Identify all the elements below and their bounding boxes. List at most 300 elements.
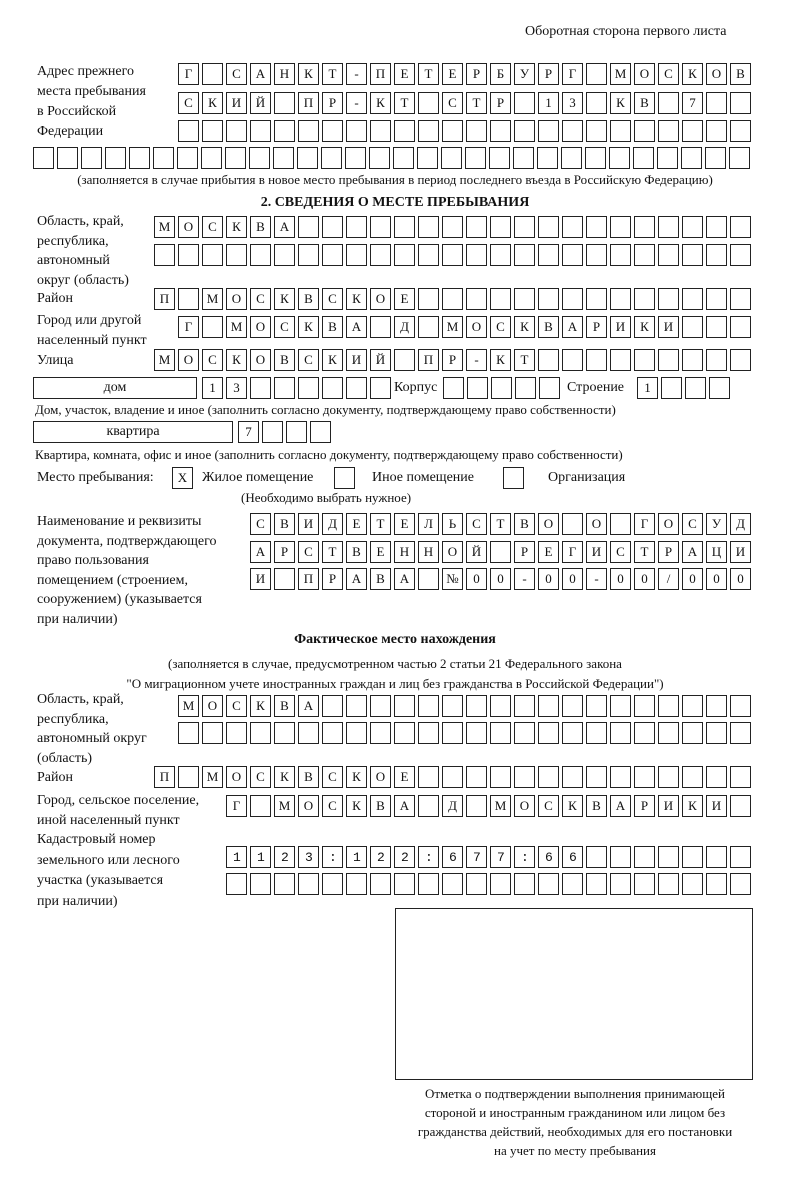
char-cell[interactable]: О: [370, 766, 391, 788]
char-cell[interactable]: [394, 695, 415, 717]
char-cell[interactable]: [418, 722, 439, 744]
char-cell[interactable]: [586, 695, 607, 717]
char-cell[interactable]: [262, 421, 283, 443]
char-cell[interactable]: [610, 216, 631, 238]
char-cell[interactable]: П: [418, 349, 439, 371]
char-cell[interactable]: [706, 349, 727, 371]
char-cell[interactable]: К: [346, 795, 367, 817]
char-cell[interactable]: [418, 288, 439, 310]
char-cell[interactable]: [442, 216, 463, 238]
char-cell[interactable]: Р: [538, 63, 559, 85]
char-cell[interactable]: Е: [394, 513, 415, 535]
char-cell[interactable]: И: [706, 795, 727, 817]
char-cell[interactable]: [310, 421, 331, 443]
char-cell[interactable]: [634, 216, 655, 238]
char-cell[interactable]: А: [346, 316, 367, 338]
char-cell[interactable]: [298, 120, 319, 142]
char-cell[interactable]: [250, 120, 271, 142]
char-cell[interactable]: С: [298, 349, 319, 371]
char-cell[interactable]: [394, 244, 415, 266]
char-cell[interactable]: И: [610, 316, 631, 338]
char-cell[interactable]: К: [226, 349, 247, 371]
char-cell[interactable]: М: [226, 316, 247, 338]
char-cell[interactable]: [706, 120, 727, 142]
char-cell[interactable]: К: [346, 288, 367, 310]
char-cell[interactable]: [105, 147, 126, 169]
char-cell[interactable]: Е: [346, 513, 367, 535]
char-cell[interactable]: [442, 288, 463, 310]
char-cell[interactable]: В: [586, 795, 607, 817]
char-cell[interactable]: Р: [514, 541, 535, 563]
char-cell[interactable]: [658, 349, 679, 371]
char-cell[interactable]: [274, 722, 295, 744]
char-cell[interactable]: Г: [178, 316, 199, 338]
char-cell[interactable]: Е: [394, 288, 415, 310]
char-cell[interactable]: Й: [250, 92, 271, 114]
char-cell[interactable]: [370, 873, 391, 895]
char-cell[interactable]: Т: [370, 513, 391, 535]
char-cell[interactable]: [610, 349, 631, 371]
char-cell[interactable]: И: [730, 541, 751, 563]
char-cell[interactable]: [562, 244, 583, 266]
char-cell[interactable]: [562, 349, 583, 371]
char-cell[interactable]: [202, 63, 223, 85]
char-cell[interactable]: [370, 120, 391, 142]
char-cell[interactable]: К: [514, 316, 535, 338]
char-cell[interactable]: [658, 288, 679, 310]
char-cell[interactable]: О: [514, 795, 535, 817]
char-cell[interactable]: Р: [490, 92, 511, 114]
char-cell[interactable]: [394, 722, 415, 744]
char-cell[interactable]: [178, 722, 199, 744]
char-cell[interactable]: С: [442, 92, 463, 114]
char-cell[interactable]: [418, 120, 439, 142]
char-cell[interactable]: [226, 873, 247, 895]
char-cell[interactable]: [682, 873, 703, 895]
char-cell[interactable]: [706, 722, 727, 744]
char-cell[interactable]: 0: [682, 568, 703, 590]
char-cell[interactable]: [706, 695, 727, 717]
house-type-field[interactable]: дом: [33, 377, 197, 399]
char-cell[interactable]: [634, 349, 655, 371]
char-cell[interactable]: Р: [274, 541, 295, 563]
char-cell[interactable]: [322, 873, 343, 895]
char-cell[interactable]: В: [274, 349, 295, 371]
char-cell[interactable]: О: [634, 63, 655, 85]
char-cell[interactable]: Е: [442, 63, 463, 85]
char-cell[interactable]: [682, 722, 703, 744]
char-cell[interactable]: Д: [394, 316, 415, 338]
char-cell[interactable]: [610, 513, 631, 535]
char-cell[interactable]: [418, 695, 439, 717]
char-cell[interactable]: А: [250, 541, 271, 563]
char-cell[interactable]: [466, 120, 487, 142]
char-cell[interactable]: С: [322, 795, 343, 817]
char-cell[interactable]: 0: [538, 568, 559, 590]
char-cell[interactable]: 7: [238, 421, 259, 443]
char-cell[interactable]: Т: [394, 92, 415, 114]
char-cell[interactable]: [730, 316, 751, 338]
char-cell[interactable]: 3: [226, 377, 247, 399]
char-cell[interactable]: 0: [466, 568, 487, 590]
char-cell[interactable]: [586, 288, 607, 310]
cadastre-number-value[interactable]: 1123:122:677:66: [233, 849, 762, 865]
char-cell[interactable]: [467, 377, 488, 399]
char-cell[interactable]: С: [250, 766, 271, 788]
char-cell[interactable]: [489, 147, 510, 169]
char-cell[interactable]: [274, 873, 295, 895]
char-cell[interactable]: [178, 244, 199, 266]
char-cell[interactable]: [634, 244, 655, 266]
char-cell[interactable]: [250, 722, 271, 744]
char-cell[interactable]: [393, 147, 414, 169]
char-cell[interactable]: П: [298, 92, 319, 114]
char-cell[interactable]: [345, 147, 366, 169]
char-cell[interactable]: С: [178, 92, 199, 114]
char-cell[interactable]: [682, 349, 703, 371]
char-cell[interactable]: Г: [634, 513, 655, 535]
char-cell[interactable]: [514, 873, 535, 895]
char-cell[interactable]: -: [346, 92, 367, 114]
char-cell[interactable]: М: [442, 316, 463, 338]
char-cell[interactable]: [634, 766, 655, 788]
char-cell[interactable]: [418, 568, 439, 590]
char-cell[interactable]: О: [178, 216, 199, 238]
char-cell[interactable]: [322, 244, 343, 266]
char-cell[interactable]: С: [202, 216, 223, 238]
char-cell[interactable]: К: [682, 795, 703, 817]
char-cell[interactable]: С: [490, 316, 511, 338]
char-cell[interactable]: [514, 766, 535, 788]
char-cell[interactable]: [418, 766, 439, 788]
char-cell[interactable]: [514, 216, 535, 238]
char-cell[interactable]: [178, 766, 199, 788]
char-cell[interactable]: [514, 288, 535, 310]
char-cell[interactable]: К: [274, 766, 295, 788]
char-cell[interactable]: [298, 244, 319, 266]
char-cell[interactable]: [129, 147, 150, 169]
char-cell[interactable]: [490, 244, 511, 266]
char-cell[interactable]: О: [298, 795, 319, 817]
char-cell[interactable]: [274, 377, 295, 399]
char-cell[interactable]: [322, 695, 343, 717]
char-cell[interactable]: [370, 216, 391, 238]
char-cell[interactable]: [634, 120, 655, 142]
char-cell[interactable]: Н: [274, 63, 295, 85]
char-cell[interactable]: [466, 873, 487, 895]
char-cell[interactable]: [682, 120, 703, 142]
char-cell[interactable]: С: [658, 63, 679, 85]
char-cell[interactable]: [658, 92, 679, 114]
char-cell[interactable]: Ь: [442, 513, 463, 535]
char-cell[interactable]: М: [274, 795, 295, 817]
char-cell[interactable]: -: [586, 568, 607, 590]
char-cell[interactable]: [562, 288, 583, 310]
char-cell[interactable]: О: [706, 63, 727, 85]
char-cell[interactable]: [585, 147, 606, 169]
char-cell[interactable]: [538, 349, 559, 371]
char-cell[interactable]: А: [394, 568, 415, 590]
char-cell[interactable]: К: [682, 63, 703, 85]
char-cell[interactable]: [346, 244, 367, 266]
char-cell[interactable]: 0: [490, 568, 511, 590]
char-cell[interactable]: Т: [514, 349, 535, 371]
char-cell[interactable]: [370, 377, 391, 399]
char-cell[interactable]: [514, 120, 535, 142]
char-cell[interactable]: [178, 120, 199, 142]
char-cell[interactable]: [706, 873, 727, 895]
char-cell[interactable]: [321, 147, 342, 169]
char-cell[interactable]: П: [298, 568, 319, 590]
char-cell[interactable]: [586, 92, 607, 114]
char-cell[interactable]: [658, 120, 679, 142]
char-cell[interactable]: [297, 147, 318, 169]
char-cell[interactable]: И: [658, 795, 679, 817]
char-cell[interactable]: [682, 766, 703, 788]
char-cell[interactable]: [705, 147, 726, 169]
char-cell[interactable]: К: [346, 766, 367, 788]
char-cell[interactable]: К: [298, 63, 319, 85]
char-cell[interactable]: К: [250, 695, 271, 717]
char-cell[interactable]: [730, 795, 751, 817]
char-cell[interactable]: [658, 722, 679, 744]
char-cell[interactable]: П: [370, 63, 391, 85]
char-cell[interactable]: К: [562, 795, 583, 817]
char-cell[interactable]: И: [586, 541, 607, 563]
char-cell[interactable]: [346, 216, 367, 238]
char-cell[interactable]: В: [250, 216, 271, 238]
char-cell[interactable]: П: [154, 766, 175, 788]
char-cell[interactable]: С: [250, 288, 271, 310]
char-cell[interactable]: О: [586, 513, 607, 535]
char-cell[interactable]: [418, 795, 439, 817]
char-cell[interactable]: [706, 288, 727, 310]
checkbox-organization[interactable]: [503, 467, 524, 489]
char-cell[interactable]: [562, 695, 583, 717]
char-cell[interactable]: Ц: [706, 541, 727, 563]
char-cell[interactable]: [538, 244, 559, 266]
char-cell[interactable]: К: [490, 349, 511, 371]
char-cell[interactable]: А: [298, 695, 319, 717]
char-cell[interactable]: И: [250, 568, 271, 590]
char-cell[interactable]: [322, 377, 343, 399]
char-cell[interactable]: [417, 147, 438, 169]
char-cell[interactable]: [490, 766, 511, 788]
char-cell[interactable]: [225, 147, 246, 169]
char-cell[interactable]: [490, 695, 511, 717]
char-cell[interactable]: С: [322, 288, 343, 310]
char-cell[interactable]: [730, 349, 751, 371]
char-cell[interactable]: [491, 377, 512, 399]
char-cell[interactable]: В: [298, 288, 319, 310]
char-cell[interactable]: Л: [418, 513, 439, 535]
char-cell[interactable]: Г: [178, 63, 199, 85]
char-cell[interactable]: [586, 244, 607, 266]
char-cell[interactable]: [250, 377, 271, 399]
char-cell[interactable]: [658, 216, 679, 238]
char-cell[interactable]: [586, 722, 607, 744]
char-cell[interactable]: М: [490, 795, 511, 817]
char-cell[interactable]: Т: [466, 92, 487, 114]
char-cell[interactable]: О: [466, 316, 487, 338]
char-cell[interactable]: [514, 92, 535, 114]
char-cell[interactable]: №: [442, 568, 463, 590]
char-cell[interactable]: [586, 766, 607, 788]
char-cell[interactable]: [298, 377, 319, 399]
char-cell[interactable]: Д: [322, 513, 343, 535]
char-cell[interactable]: У: [514, 63, 535, 85]
char-cell[interactable]: [322, 722, 343, 744]
char-cell[interactable]: [394, 120, 415, 142]
char-cell[interactable]: [633, 147, 654, 169]
char-cell[interactable]: Г: [226, 795, 247, 817]
flat-type-field[interactable]: квартира: [33, 421, 233, 443]
char-cell[interactable]: [202, 244, 223, 266]
checkbox-other-premises[interactable]: [334, 467, 355, 489]
char-cell[interactable]: [730, 766, 751, 788]
char-cell[interactable]: О: [250, 316, 271, 338]
char-cell[interactable]: [634, 722, 655, 744]
char-cell[interactable]: [658, 873, 679, 895]
char-cell[interactable]: [466, 722, 487, 744]
char-cell[interactable]: А: [346, 568, 367, 590]
char-cell[interactable]: [274, 92, 295, 114]
char-cell[interactable]: [442, 766, 463, 788]
char-cell[interactable]: О: [442, 541, 463, 563]
char-cell[interactable]: [490, 873, 511, 895]
char-cell[interactable]: [514, 244, 535, 266]
char-cell[interactable]: [538, 120, 559, 142]
char-cell[interactable]: [226, 722, 247, 744]
char-cell[interactable]: [730, 695, 751, 717]
char-cell[interactable]: В: [730, 63, 751, 85]
char-cell[interactable]: [370, 722, 391, 744]
char-cell[interactable]: 1: [637, 377, 658, 399]
char-cell[interactable]: Е: [538, 541, 559, 563]
char-cell[interactable]: М: [154, 216, 175, 238]
char-cell[interactable]: [609, 147, 630, 169]
char-cell[interactable]: [394, 349, 415, 371]
char-cell[interactable]: В: [370, 568, 391, 590]
char-cell[interactable]: [443, 377, 464, 399]
char-cell[interactable]: [538, 288, 559, 310]
char-cell[interactable]: 1: [538, 92, 559, 114]
char-cell[interactable]: С: [298, 541, 319, 563]
char-cell[interactable]: [657, 147, 678, 169]
char-cell[interactable]: [730, 288, 751, 310]
char-cell[interactable]: [682, 216, 703, 238]
char-cell[interactable]: 0: [610, 568, 631, 590]
char-cell[interactable]: -: [346, 63, 367, 85]
char-cell[interactable]: [322, 216, 343, 238]
char-cell[interactable]: [250, 244, 271, 266]
char-cell[interactable]: [466, 795, 487, 817]
char-cell[interactable]: [442, 695, 463, 717]
char-cell[interactable]: [586, 63, 607, 85]
char-cell[interactable]: О: [370, 288, 391, 310]
char-cell[interactable]: -: [514, 568, 535, 590]
char-cell[interactable]: [490, 120, 511, 142]
char-cell[interactable]: [514, 722, 535, 744]
char-cell[interactable]: [730, 92, 751, 114]
char-cell[interactable]: [538, 695, 559, 717]
char-cell[interactable]: [706, 766, 727, 788]
char-cell[interactable]: -: [466, 349, 487, 371]
char-cell[interactable]: В: [298, 766, 319, 788]
char-cell[interactable]: [274, 568, 295, 590]
char-cell[interactable]: Р: [634, 795, 655, 817]
char-cell[interactable]: А: [682, 541, 703, 563]
char-cell[interactable]: [514, 695, 535, 717]
char-cell[interactable]: [226, 120, 247, 142]
char-cell[interactable]: [465, 147, 486, 169]
char-cell[interactable]: И: [658, 316, 679, 338]
char-cell[interactable]: 0: [706, 568, 727, 590]
char-cell[interactable]: [610, 120, 631, 142]
char-cell[interactable]: [322, 120, 343, 142]
char-cell[interactable]: О: [658, 513, 679, 535]
char-cell[interactable]: Т: [634, 541, 655, 563]
char-cell[interactable]: [346, 377, 367, 399]
char-cell[interactable]: К: [202, 92, 223, 114]
char-cell[interactable]: [394, 216, 415, 238]
char-cell[interactable]: [442, 873, 463, 895]
char-cell[interactable]: Т: [322, 63, 343, 85]
char-cell[interactable]: [706, 92, 727, 114]
char-cell[interactable]: В: [514, 513, 535, 535]
char-cell[interactable]: [685, 377, 706, 399]
char-cell[interactable]: М: [202, 766, 223, 788]
char-cell[interactable]: Е: [394, 63, 415, 85]
char-cell[interactable]: А: [250, 63, 271, 85]
char-cell[interactable]: /: [658, 568, 679, 590]
char-cell[interactable]: 3: [562, 92, 583, 114]
char-cell[interactable]: К: [370, 92, 391, 114]
char-cell[interactable]: [346, 873, 367, 895]
char-cell[interactable]: В: [370, 795, 391, 817]
char-cell[interactable]: [442, 120, 463, 142]
char-cell[interactable]: [610, 288, 631, 310]
char-cell[interactable]: К: [274, 288, 295, 310]
char-cell[interactable]: О: [226, 288, 247, 310]
char-cell[interactable]: [730, 216, 751, 238]
char-cell[interactable]: Е: [394, 766, 415, 788]
char-cell[interactable]: [274, 120, 295, 142]
char-cell[interactable]: [682, 695, 703, 717]
char-cell[interactable]: [394, 873, 415, 895]
char-cell[interactable]: [586, 120, 607, 142]
char-cell[interactable]: [610, 695, 631, 717]
char-cell[interactable]: [490, 288, 511, 310]
char-cell[interactable]: [250, 795, 271, 817]
char-cell[interactable]: Д: [442, 795, 463, 817]
char-cell[interactable]: А: [394, 795, 415, 817]
char-cell[interactable]: В: [538, 316, 559, 338]
char-cell[interactable]: А: [610, 795, 631, 817]
char-cell[interactable]: Й: [370, 349, 391, 371]
char-cell[interactable]: Р: [442, 349, 463, 371]
char-cell[interactable]: [418, 244, 439, 266]
char-cell[interactable]: И: [346, 349, 367, 371]
char-cell[interactable]: [537, 147, 558, 169]
char-cell[interactable]: [586, 873, 607, 895]
char-cell[interactable]: [730, 244, 751, 266]
char-cell[interactable]: [346, 695, 367, 717]
char-cell[interactable]: К: [298, 316, 319, 338]
char-cell[interactable]: [370, 316, 391, 338]
char-cell[interactable]: С: [466, 513, 487, 535]
char-cell[interactable]: [490, 541, 511, 563]
